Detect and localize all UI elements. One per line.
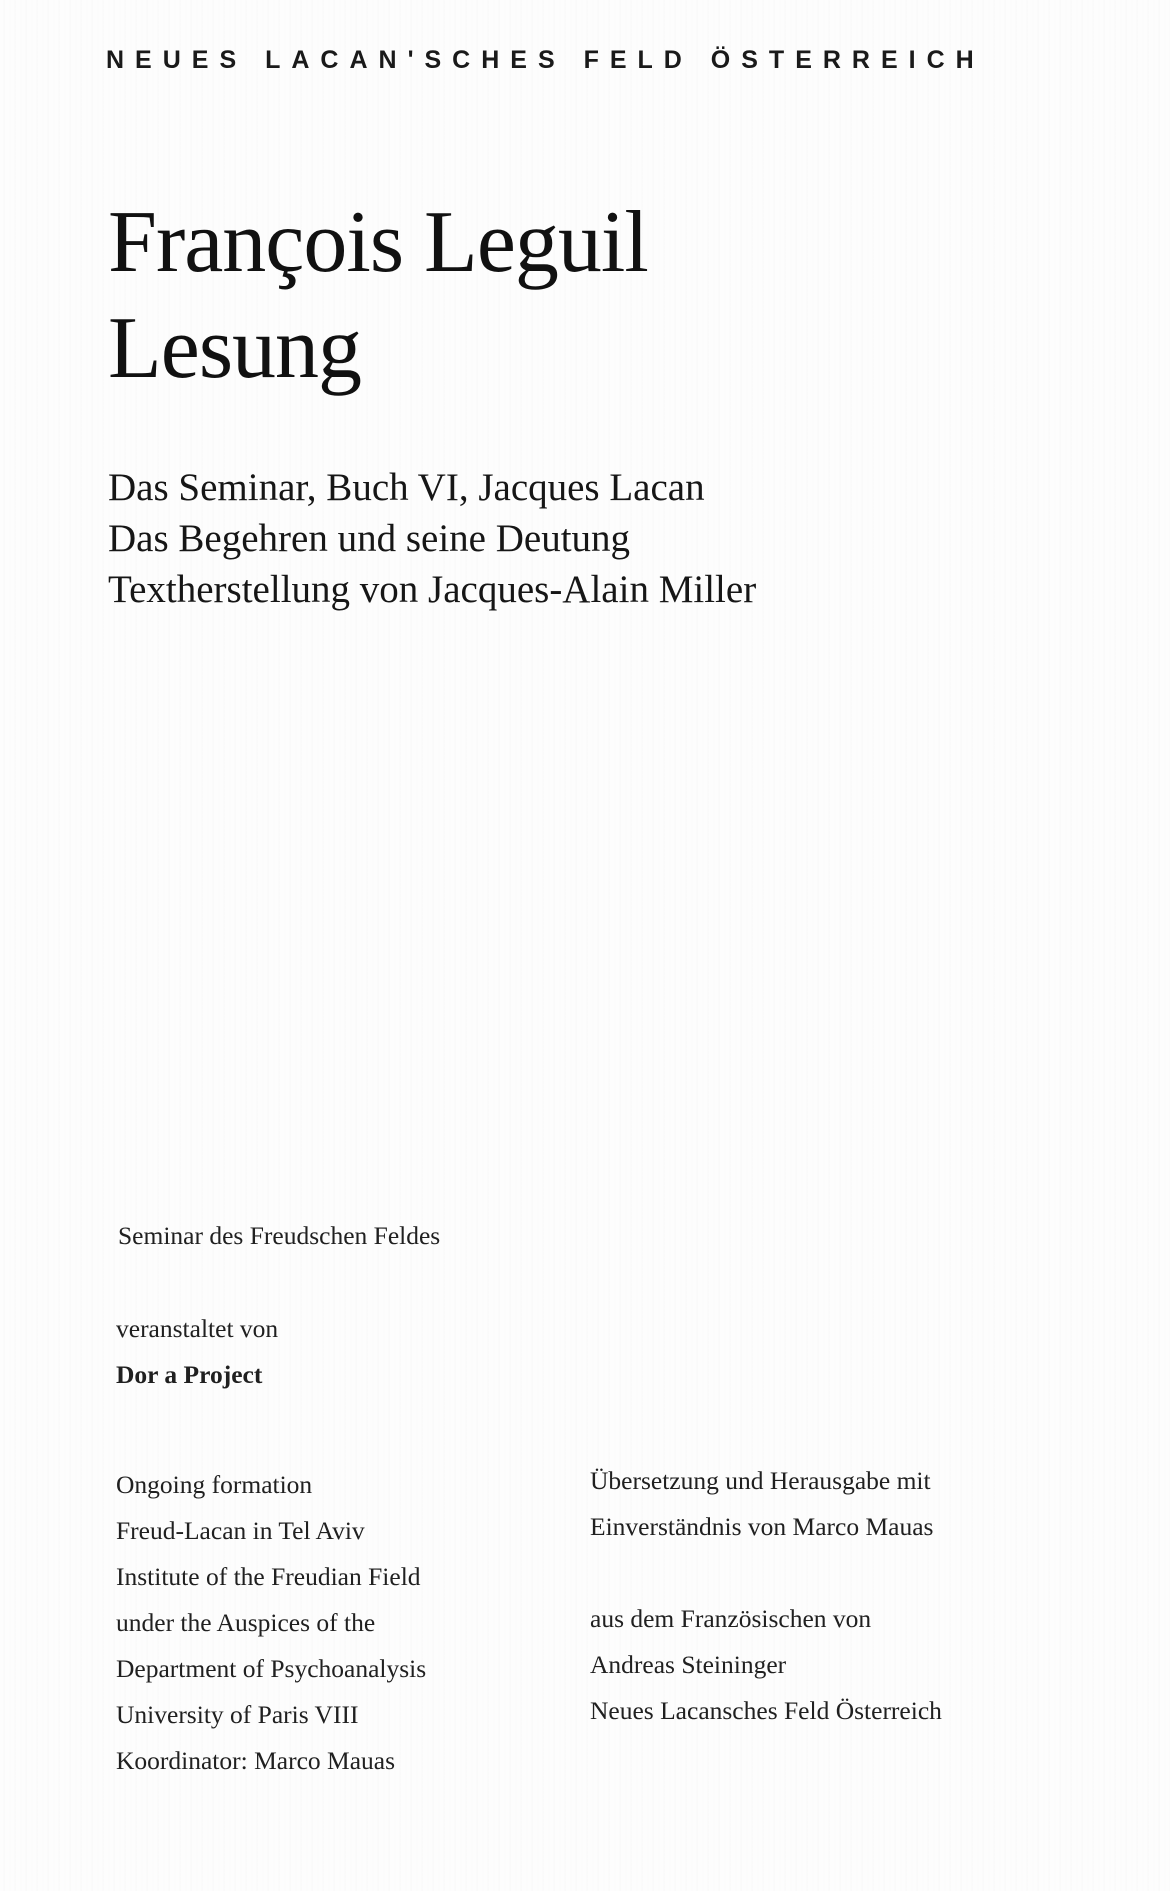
institution-column bbox=[116, 1462, 426, 1784]
coordinator-line: Koordinator: Marco Mauas bbox=[116, 1746, 396, 1775]
organizer-label: veranstaltet von bbox=[116, 1314, 279, 1343]
institution-line: under the Auspices of the bbox=[116, 1608, 376, 1637]
translation-line: aus dem Französischen von bbox=[590, 1604, 872, 1633]
work-title: Lesung bbox=[108, 300, 362, 397]
translator-name: Andreas Steininger bbox=[590, 1650, 787, 1679]
subtitle-line: Textherstellung von Jacques-Alain Miller bbox=[108, 568, 757, 611]
translator-affiliation: Neues Lacansches Feld Österreich bbox=[590, 1696, 942, 1725]
institution-line: Freud-Lacan in Tel Aviv bbox=[116, 1516, 365, 1545]
subtitle-line: Das Seminar, Buch VI, Jacques Lacan bbox=[108, 466, 705, 509]
organizer-block bbox=[116, 1306, 278, 1398]
author-name: François Leguil bbox=[108, 194, 648, 291]
permission-line: Übersetzung und Herausgabe mit bbox=[590, 1466, 931, 1495]
book-title bbox=[108, 190, 648, 402]
translation-column bbox=[590, 1458, 942, 1734]
subtitle-line: Das Begehren und seine Deutung bbox=[108, 517, 631, 560]
column-spacer bbox=[590, 1550, 942, 1596]
permission-line: Einverständnis von Marco Mauas bbox=[590, 1512, 934, 1541]
subtitle-block bbox=[108, 462, 756, 615]
organizer-name: Dor a Project bbox=[116, 1360, 263, 1389]
institution-line: Institute of the Freudian Field bbox=[116, 1562, 421, 1591]
seminar-name: Seminar des Freudschen Feldes bbox=[118, 1221, 441, 1250]
institution-line: Ongoing formation bbox=[116, 1470, 313, 1499]
institution-line: Department of Psychoanalysis bbox=[116, 1654, 427, 1683]
series-header: NEUES LACAN'SCHES FELD ÖSTERREICH bbox=[106, 46, 985, 74]
institution-line: University of Paris VIII bbox=[116, 1700, 359, 1729]
